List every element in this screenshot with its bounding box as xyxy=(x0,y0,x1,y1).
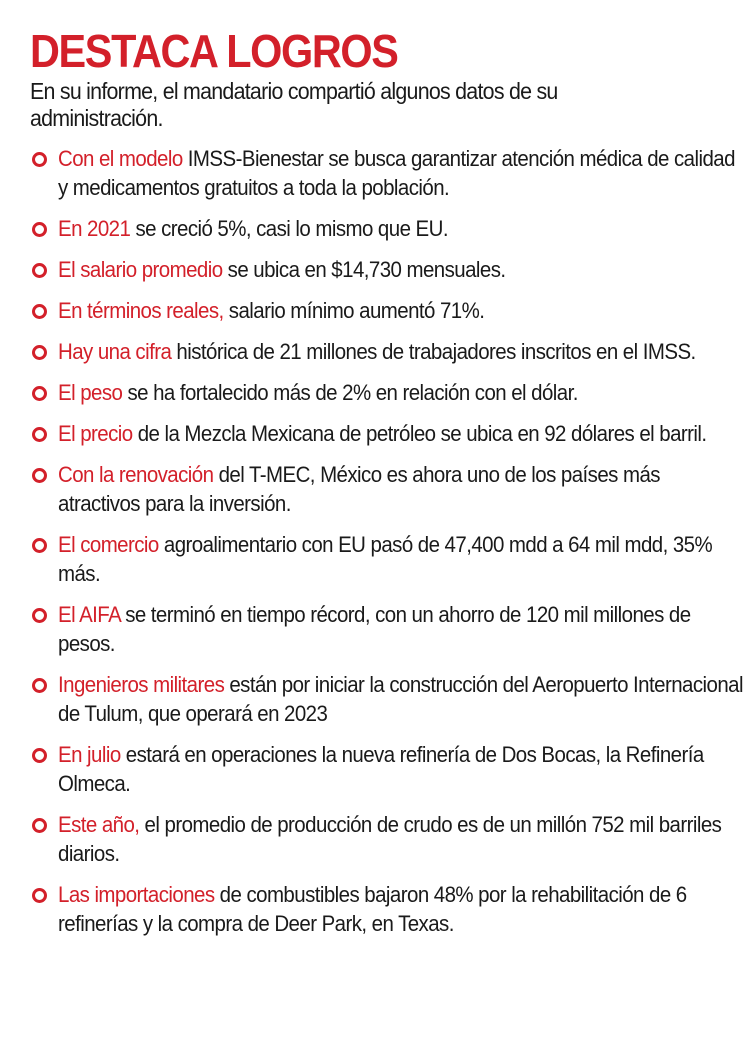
list-item xyxy=(30,530,748,588)
list-item xyxy=(30,214,748,243)
ring-bullet-icon xyxy=(32,304,47,319)
ring-bullet-icon xyxy=(32,888,47,903)
item-lead: El precio xyxy=(58,421,133,446)
item-lead: Las importaciones xyxy=(58,882,215,907)
ring-bullet-icon xyxy=(32,222,47,237)
item-text: se ubica en $14,730 mensuales. xyxy=(222,257,506,282)
item-text: salario mínimo aumentó 71%. xyxy=(223,298,485,323)
item-lead: El salario promedio xyxy=(58,257,223,282)
ring-bullet-icon xyxy=(32,818,47,833)
item-lead: En julio xyxy=(58,742,121,767)
item-text: histórica de 21 millones de trabajadores inscritos en el IMSS. xyxy=(171,339,696,364)
item-text: agroalimentario con EU pasó de 47,400 mdd a 64 mil mdd, 35% más. xyxy=(58,532,713,586)
list-item xyxy=(30,296,748,325)
ring-bullet-icon xyxy=(32,386,47,401)
item-text: el promedio de producción de crudo es de un millón 752 mil barriles diarios. xyxy=(58,812,722,866)
list-item xyxy=(30,880,748,938)
achievements-list xyxy=(30,144,743,938)
ring-bullet-icon xyxy=(32,748,47,763)
item-lead: Con el modelo xyxy=(58,146,183,171)
item-text: de combustibles bajaron 48% por la rehabilitación de 6 refinerías y la compra de Deer Park, en Texas. xyxy=(58,882,687,936)
ring-bullet-icon xyxy=(32,152,47,167)
item-lead: Con la renovación xyxy=(58,462,214,487)
list-item xyxy=(30,600,748,658)
list-item xyxy=(30,337,748,366)
item-lead: Hay una cifra xyxy=(58,339,172,364)
ring-bullet-icon xyxy=(32,678,47,693)
item-lead: El comercio xyxy=(58,532,159,557)
list-item xyxy=(30,740,748,798)
ring-bullet-icon xyxy=(32,608,47,623)
ring-bullet-icon xyxy=(32,263,47,278)
list-item xyxy=(30,670,748,728)
item-text: estará en operaciones la nueva refinería de Dos Bocas, la Refinería Olmeca. xyxy=(58,742,704,796)
list-item xyxy=(30,419,748,448)
ring-bullet-icon xyxy=(32,468,47,483)
item-lead: El peso xyxy=(58,380,123,405)
item-text: IMSS-Bienestar se busca garantizar atención médica de calidad y medicamentos gratuitos a toda la población. xyxy=(58,146,735,200)
item-lead: Ingenieros militares xyxy=(58,672,225,697)
ring-bullet-icon xyxy=(32,345,47,360)
page-subtitle: En su informe, el mandatario compartió algunos datos de su administración. xyxy=(30,78,558,131)
item-lead: En 2021 xyxy=(58,216,131,241)
item-text: se creció 5%, casi lo mismo que EU. xyxy=(130,216,448,241)
page-title: DESTACA LOGROS xyxy=(30,25,398,77)
list-item xyxy=(30,144,748,202)
ring-bullet-icon xyxy=(32,538,47,553)
ring-bullet-icon xyxy=(32,427,47,442)
item-text: se ha fortalecido más de 2% en relación con el dólar. xyxy=(122,380,578,405)
item-lead: En términos reales, xyxy=(58,298,224,323)
item-text: se terminó en tiempo récord, con un ahorro de 120 mil millones de pesos. xyxy=(58,602,691,656)
item-text: de la Mezcla Mexicana de petróleo se ubica en 92 dólares el barril. xyxy=(132,421,707,446)
list-item xyxy=(30,378,748,407)
list-item xyxy=(30,255,748,284)
item-lead: Este año, xyxy=(58,812,140,837)
item-lead: El AIFA xyxy=(58,602,121,627)
item-text: están por iniciar la construcción del Aeropuerto Internacional de Tulum, que operará en 2023 xyxy=(58,672,743,726)
list-item xyxy=(30,810,748,868)
item-text: del T-MEC, México es ahora uno de los países más atractivos para la inversión. xyxy=(58,462,660,516)
list-item xyxy=(30,460,748,518)
